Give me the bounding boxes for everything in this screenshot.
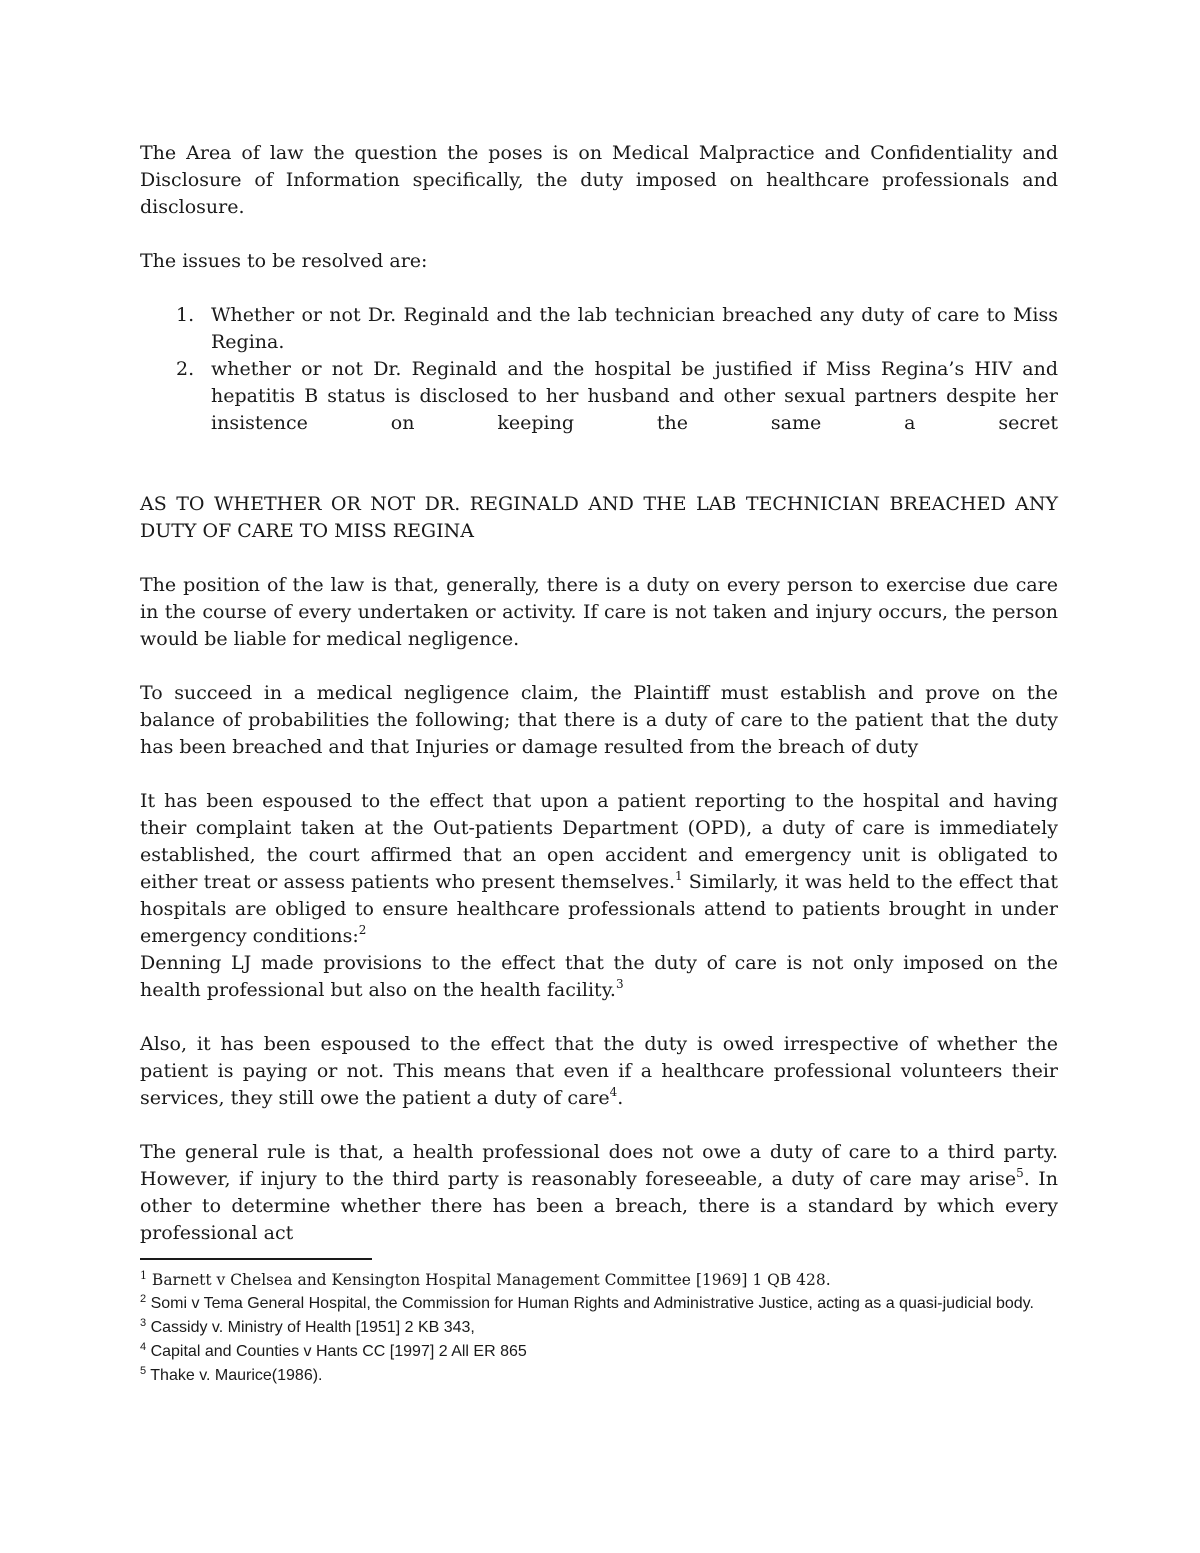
footnote — [140, 1364, 1058, 1388]
footnote-text: Barnett v Chelsea and Kensington Hospital Management Committee [1969] 1 QB 428. — [147, 1271, 831, 1289]
footnote-ref[interactable]: 4 — [609, 1085, 618, 1099]
paragraph-area-of-law: The Area of law the question the poses is on Medical Malpractice and Confidentiality and Disclosure of Information specifically, the duty imposed on healthcare professionals and disclosure. — [140, 142, 1058, 218]
paragraph-to-succeed: To succeed in a medical negligence claim, the Plaintiff must establish and prove on the balance of probabilities the following; that there is a duty of care to the patient that the duty has been breached and that Injuries or damage resulted from the breach of duty — [140, 682, 1058, 758]
footnote-number: 2 — [140, 1293, 147, 1305]
footnote-ref[interactable]: 1 — [675, 869, 683, 883]
issues-list — [140, 302, 1058, 437]
footnote-ref[interactable]: 3 — [615, 977, 624, 991]
list-item — [140, 356, 1058, 437]
paragraph-also-espoused — [140, 1031, 1058, 1112]
paragraph-text: Similarly, it was held to the effect that hospitals are obliged to ensure healthcare professionals attend to patients brought in under emergency conditions: — [140, 871, 1058, 947]
list-number: 1. — [176, 304, 195, 326]
footnote — [140, 1316, 1058, 1340]
footnote-number: 4 — [140, 1341, 147, 1353]
footnote-separator — [140, 1258, 372, 1260]
paragraph-text: It has been espoused to the effect that upon a patient reporting to the hospital and having their complaint taken at the Out-patients Department (OPD), a duty of care is immediately established, the court affirmed that an open accident and emergency unit is obligated to either treat or assess patients who present themselves. — [140, 790, 1058, 893]
list-item — [140, 302, 1058, 356]
footnote-number: 5 — [140, 1365, 147, 1377]
footnote-text: Somi v Tema General Hospital, the Commission for Human Rights and Administrative Justice, acting as a quasi-judicial body. — [146, 1295, 1034, 1312]
footnote-ref[interactable]: 2 — [358, 923, 367, 937]
footnote-number: 1 — [140, 1269, 147, 1282]
list-item-text: Whether or not Dr. Reginald and the lab technician breached any duty of care to Miss Regina. — [211, 304, 1058, 353]
footnote-text: Cassidy v. Ministry of Health [1951] 2 KB 343, — [146, 1319, 475, 1336]
spacer — [140, 464, 1058, 491]
footnote — [140, 1340, 1058, 1364]
footnote-text: Thake v. Maurice(1986). — [146, 1367, 323, 1384]
paragraph-text: Also, it has been espoused to the effect that the duty is owed irrespective of whether the patient is paying or not. This means that even if a healthcare professional volunteers their services, they still owe the patient a duty of care — [140, 1033, 1058, 1109]
section-heading: AS TO WHETHER OR NOT DR. REGINALD AND THE LAB TECHNICIAN BREACHED ANY DUTY OF CARE TO MISS REGINA — [140, 493, 1058, 542]
paragraph-general-rule — [140, 1139, 1058, 1247]
footnote-text: Capital and Counties v Hants CC [1997] 2 All ER 865 — [146, 1343, 527, 1360]
paragraph-text: . In other to determine whether there has been a breach, there is a standard by which every professional act — [140, 1168, 1058, 1244]
paragraph-text: . — [617, 1087, 624, 1109]
footnote — [140, 1292, 1058, 1316]
footnotes — [140, 1268, 1058, 1388]
list-number: 2. — [176, 358, 195, 380]
paragraph-text: Denning LJ made provisions to the effect that the duty of care is not only imposed on the health professional but also on the health facility. — [140, 952, 1058, 1001]
paragraph-text: The general rule is that, a health professional does not owe a duty of care to a third party. However, if injury to the third party is reasonably foreseeable, a duty of care may arise — [140, 1141, 1058, 1190]
list-item-text: whether or not Dr. Reginald and the hospital be justified if Miss Regina’s HIV and hepatitis B status is disclosed to her husband and other sexual partners despite her insistence on keeping the same a secret — [211, 358, 1058, 434]
footnote-ref[interactable]: 5 — [1016, 1166, 1024, 1180]
paragraph-espoused — [140, 788, 1058, 950]
footnote-number: 3 — [140, 1317, 147, 1329]
paragraph-denning — [140, 950, 1058, 1004]
document-body — [140, 140, 1058, 1247]
footnote — [140, 1268, 1058, 1292]
paragraph-position-of-law: The position of the law is that, generally, there is a duty on every person to exercise due care in the course of every undertaken or activity. If care is not taken and injury occurs, the person would be liable for medical negligence. — [140, 574, 1058, 650]
paragraph-issues-intro: The issues to be resolved are: — [140, 250, 428, 272]
